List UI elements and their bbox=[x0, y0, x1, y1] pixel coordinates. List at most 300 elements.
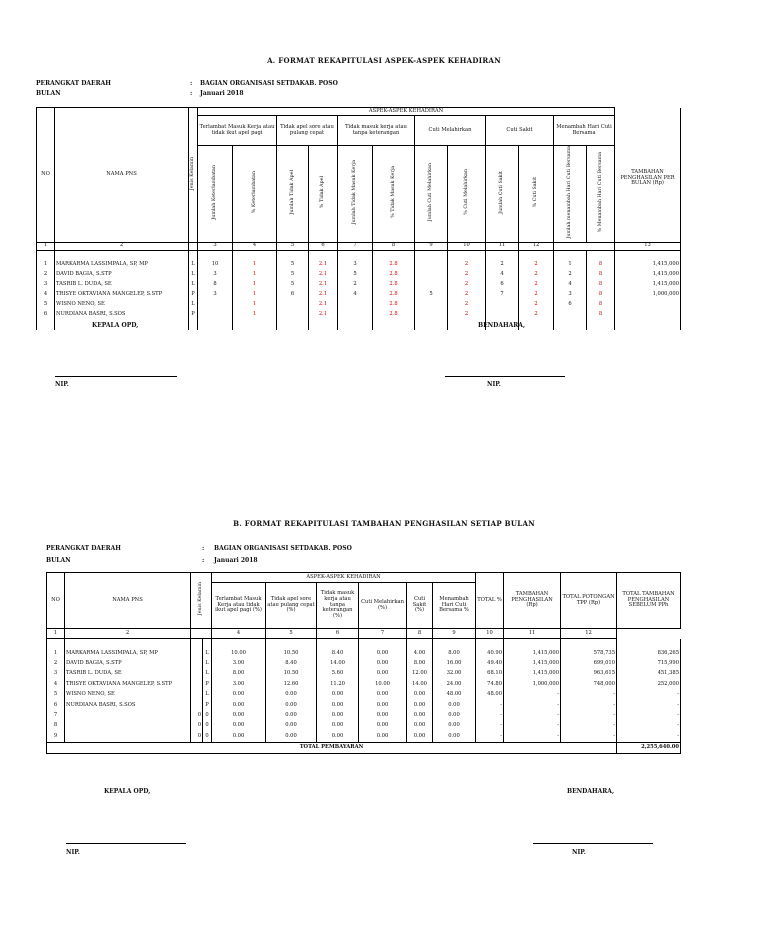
table-cell bbox=[191, 649, 203, 659]
b-col-number: 7 bbox=[359, 629, 407, 639]
table-cell: 9 bbox=[47, 732, 65, 742]
a-col-number: 10 bbox=[448, 242, 486, 250]
table-cell: 32.00 bbox=[433, 669, 476, 679]
spacer-cell bbox=[203, 639, 212, 649]
a-perangkat-value: BAGIAN ORGANISASI SETDAKAB. POSO bbox=[200, 80, 338, 87]
spacer-cell bbox=[47, 639, 65, 649]
a-kepala-opd: KEPALA OPD, bbox=[92, 322, 139, 329]
table-cell: 1 bbox=[233, 300, 277, 310]
b-header-nama: NAMA PNS bbox=[65, 573, 191, 629]
table-cell: 8.00 bbox=[212, 669, 266, 679]
spacer-cell bbox=[359, 639, 407, 649]
a-header-aspek: ASPEK-ASPEK KEHADIRAN bbox=[198, 108, 615, 116]
table-cell bbox=[277, 300, 309, 310]
a-col-number: 4 bbox=[233, 242, 277, 250]
spacer-cell bbox=[37, 320, 55, 330]
a-sub-7-text: Jumlah Cuti Melahirkan bbox=[428, 163, 434, 222]
a-col-number bbox=[554, 242, 615, 250]
table-cell: 4 bbox=[486, 270, 519, 280]
table-cell: L bbox=[189, 270, 198, 280]
table-cell: 2 bbox=[448, 280, 486, 290]
a-sub-3 bbox=[277, 146, 309, 243]
b-header-aspek: ASPEK-ASPEK KEHADIRAN bbox=[212, 573, 476, 583]
a-header-cuti-melahirkan: Cuti Melahirkan bbox=[415, 116, 486, 146]
a-col-number: 12 bbox=[519, 242, 554, 250]
spacer-cell bbox=[198, 320, 233, 330]
table-cell: 6 bbox=[486, 280, 519, 290]
table-cell: 0.00 bbox=[433, 700, 476, 710]
table-cell: 1,000,000 bbox=[615, 290, 681, 300]
spacer-cell bbox=[338, 250, 373, 260]
table-cell: 2 bbox=[519, 270, 554, 280]
b-col-number: 8 bbox=[407, 629, 433, 639]
table-cell: 8.00 bbox=[407, 659, 433, 669]
table-cell: 68.10 bbox=[476, 669, 504, 679]
table-cell: 1 bbox=[47, 649, 65, 659]
table-cell: 5 bbox=[47, 690, 65, 700]
a-number-row bbox=[37, 242, 681, 250]
spacer-cell bbox=[212, 639, 266, 649]
table-cell: L bbox=[189, 280, 198, 290]
b-header-c6: Menambah Hari Cuti Bersama % bbox=[433, 583, 476, 629]
table-cell: 1,415,000 bbox=[504, 669, 561, 679]
spacer-cell bbox=[415, 320, 448, 330]
a-header-no: NO bbox=[37, 108, 55, 243]
table-cell: 16.00 bbox=[433, 659, 476, 669]
table-cell: 5 bbox=[277, 280, 309, 290]
table-cell: 14.00 bbox=[317, 659, 359, 669]
table-cell: - bbox=[476, 721, 504, 731]
b-col-number: 12 bbox=[561, 629, 617, 639]
table-cell: 8 bbox=[587, 290, 615, 300]
a-sub-12 bbox=[587, 146, 615, 243]
a-col-number: 7 bbox=[338, 242, 373, 250]
b-nip-right: NIP. bbox=[572, 849, 586, 856]
table-cell: 2.8 bbox=[373, 310, 415, 320]
table-cell: 2 bbox=[37, 270, 55, 280]
a-sub-6-text: % Tidak Masuk Kerja bbox=[390, 166, 396, 219]
table-cell bbox=[615, 300, 681, 310]
table-cell: 3.00 bbox=[212, 659, 266, 669]
table-cell: 1,415,000 bbox=[504, 659, 561, 669]
table-cell: 3 bbox=[37, 280, 55, 290]
b-col-number: 6 bbox=[317, 629, 359, 639]
table-cell: 2.8 bbox=[373, 290, 415, 300]
b-col-number: 9 bbox=[433, 629, 476, 639]
table-cell: 451,385 bbox=[617, 669, 681, 679]
a-colon-2: : bbox=[190, 90, 193, 97]
a-col-number: 3 bbox=[198, 242, 233, 250]
table-cell: - bbox=[617, 732, 681, 742]
table-cell: 4 bbox=[338, 290, 373, 300]
a-nip-right: NIP. bbox=[487, 381, 501, 388]
table-cell: 1 bbox=[233, 260, 277, 270]
table-cell: 1,415,000 bbox=[504, 649, 561, 659]
table-cell: 2 bbox=[519, 290, 554, 300]
table-cell: 2.8 bbox=[373, 280, 415, 290]
table-cell: 10.00 bbox=[212, 649, 266, 659]
a-col-number: 1 bbox=[37, 242, 55, 250]
table-cell: 1,415,000 bbox=[615, 280, 681, 290]
spacer-cell bbox=[189, 320, 198, 330]
table-cell bbox=[191, 700, 203, 710]
table-cell: 836,265 bbox=[617, 649, 681, 659]
table-cell: 0 bbox=[203, 721, 212, 731]
table-cell: 2.1 bbox=[309, 270, 338, 280]
a-col-number: 2 bbox=[55, 242, 189, 250]
a-col-number: 8 bbox=[373, 242, 415, 250]
table-cell: 2 bbox=[47, 659, 65, 669]
spacer-cell bbox=[233, 250, 277, 260]
b-nip-left: NIP. bbox=[66, 849, 80, 856]
table-cell: 4 bbox=[37, 290, 55, 300]
table-cell: - bbox=[561, 690, 617, 700]
spacer-cell bbox=[317, 639, 359, 649]
table-cell: 0.00 bbox=[359, 649, 407, 659]
table-cell: 0.00 bbox=[359, 732, 407, 742]
table-cell: 0.00 bbox=[212, 690, 266, 700]
table-cell bbox=[198, 300, 233, 310]
a-body bbox=[37, 260, 681, 320]
table-row bbox=[47, 700, 681, 710]
table-row bbox=[47, 721, 681, 731]
table-cell: 8.40 bbox=[317, 649, 359, 659]
spacer-cell bbox=[554, 320, 587, 330]
spacer-cell bbox=[554, 250, 587, 260]
table-cell: 2 bbox=[448, 290, 486, 300]
b-colon-2: : bbox=[202, 557, 205, 564]
table-cell: P bbox=[189, 310, 198, 320]
spacer-cell bbox=[407, 639, 433, 649]
a-col-number: 9 bbox=[415, 242, 448, 250]
a-col-number bbox=[189, 242, 198, 250]
a-sign-line-left bbox=[55, 376, 177, 377]
a-header-jk-text: Jenis Kelamin bbox=[190, 156, 196, 190]
table-cell: 3.00 bbox=[212, 680, 266, 690]
table-cell: TRISYE OKTAVIANA MANGELEP, S.STP bbox=[65, 680, 191, 690]
table-row bbox=[37, 260, 681, 270]
a-header-apel-sore: Tidak apel sore atau pulang cepat bbox=[277, 116, 338, 146]
table-cell: 6 bbox=[554, 300, 587, 310]
table-row bbox=[47, 669, 681, 679]
spacer-cell bbox=[55, 250, 189, 260]
spacer-cell bbox=[309, 250, 338, 260]
table-cell: 2.8 bbox=[373, 260, 415, 270]
table-cell: 8 bbox=[587, 260, 615, 270]
table-cell: 0.00 bbox=[317, 721, 359, 731]
table-cell: 699,010 bbox=[561, 659, 617, 669]
a-sub-10-text: % Cuti Sakit bbox=[533, 177, 539, 208]
table-cell: 14.00 bbox=[407, 680, 433, 690]
table-row bbox=[47, 711, 681, 721]
a-header-cuti-sakit: Cuti Sakit bbox=[486, 116, 554, 146]
spacer-cell bbox=[309, 320, 338, 330]
table-cell: - bbox=[561, 721, 617, 731]
table-cell: 252,000 bbox=[617, 680, 681, 690]
spacer-cell bbox=[277, 320, 309, 330]
table-cell: 0.00 bbox=[407, 690, 433, 700]
spacer-cell bbox=[189, 250, 198, 260]
table-cell bbox=[338, 300, 373, 310]
a-bulan-label: BULAN bbox=[36, 90, 61, 97]
table-cell: 0.00 bbox=[266, 690, 317, 700]
a-col-number: 6 bbox=[309, 242, 338, 250]
table-cell: L bbox=[203, 669, 212, 679]
spacer-cell bbox=[37, 250, 55, 260]
table-cell: 0.00 bbox=[407, 711, 433, 721]
spacer-cell bbox=[615, 320, 681, 330]
table-cell: 0.00 bbox=[407, 721, 433, 731]
table-cell: 0.00 bbox=[266, 732, 317, 742]
table-cell: DAVID BAGIA, S.STP bbox=[65, 659, 191, 669]
b-bulan-value: Januari 2018 bbox=[214, 557, 258, 564]
table-cell: 6 bbox=[47, 700, 65, 710]
table-cell: 0.00 bbox=[359, 721, 407, 731]
a-sub-2-text: % Keterlambatan bbox=[251, 171, 257, 214]
table-row bbox=[37, 280, 681, 290]
table-cell: 2.1 bbox=[309, 280, 338, 290]
table-cell: 1,415,000 bbox=[615, 260, 681, 270]
table-cell bbox=[415, 260, 448, 270]
b-header-c3: Tidak masuk kerja atau tanpa keterangan (%) bbox=[317, 583, 359, 629]
table-cell: 4 bbox=[47, 680, 65, 690]
a-sub-6 bbox=[373, 146, 415, 243]
a-sub-8-text: % Cuti Melahirkan bbox=[463, 169, 469, 216]
a-perangkat-label: PERANGKAT DAERAH bbox=[36, 80, 111, 87]
section-b-title: B. FORMAT REKAPITULASI TAMBAHAN PENGHASILAN SETIAP BULAN bbox=[233, 519, 535, 528]
table-cell bbox=[615, 310, 681, 320]
table-cell: WISNO NENO, SE bbox=[55, 300, 189, 310]
table-cell: 3 bbox=[198, 290, 233, 300]
table-cell bbox=[65, 711, 191, 721]
table-cell: 8 bbox=[587, 280, 615, 290]
b-perangkat-value: BAGIAN ORGANISASI SETDAKAB. POSO bbox=[214, 545, 352, 552]
b-header-c5: Cuti Sakit (%) bbox=[407, 583, 433, 629]
table-cell: 11.20 bbox=[317, 680, 359, 690]
table-cell: 0 bbox=[191, 711, 203, 721]
table-cell: - bbox=[617, 700, 681, 710]
table-cell: 748,000 bbox=[561, 680, 617, 690]
b-col-number bbox=[191, 629, 212, 639]
table-cell: - bbox=[504, 700, 561, 710]
table-cell: 0.00 bbox=[433, 711, 476, 721]
spacer-cell bbox=[587, 250, 615, 260]
a-header-nama: NAMA PNS bbox=[55, 108, 189, 243]
b-header-tambahan: TAMBAHAN PENGHASILAN (Rp) bbox=[504, 573, 561, 629]
table-cell: 24.00 bbox=[433, 680, 476, 690]
b-sign-line-right bbox=[533, 843, 653, 844]
a-header-jk bbox=[189, 108, 198, 243]
spacer-cell bbox=[504, 639, 561, 649]
table-cell: 2 bbox=[519, 310, 554, 320]
table-cell: 715,990 bbox=[617, 659, 681, 669]
table-cell: 3 bbox=[554, 290, 587, 300]
spacer-cell bbox=[561, 639, 617, 649]
table-cell: P bbox=[189, 290, 198, 300]
a-sub-2 bbox=[233, 146, 277, 243]
spacer-cell bbox=[198, 250, 233, 260]
table-cell: 0.00 bbox=[359, 700, 407, 710]
a-sub-1 bbox=[198, 146, 233, 243]
table-cell: - bbox=[561, 732, 617, 742]
table-cell: P bbox=[203, 700, 212, 710]
a-sub-5-text: Jumlah Tidak Masuk Kerja bbox=[352, 160, 358, 225]
a-col-number: 5 bbox=[277, 242, 309, 250]
table-cell: 2 bbox=[519, 300, 554, 310]
table-cell: 2 bbox=[448, 270, 486, 280]
a-sub-11 bbox=[554, 146, 587, 243]
table-cell: 4.00 bbox=[407, 649, 433, 659]
table-cell: L bbox=[203, 659, 212, 669]
table-cell: 0.00 bbox=[317, 732, 359, 742]
b-header-c1: Terlambat Masuk Kerja atau tidak ikut apel pagi (%) bbox=[212, 583, 266, 629]
table-cell: 3 bbox=[198, 270, 233, 280]
spacer-cell bbox=[486, 250, 519, 260]
table-cell: 0.00 bbox=[266, 711, 317, 721]
table-cell: 2.1 bbox=[309, 300, 338, 310]
spacer-cell bbox=[65, 639, 191, 649]
a-nip-left: NIP. bbox=[55, 381, 69, 388]
b-col-number: 2 bbox=[65, 629, 191, 639]
attendance-table bbox=[36, 107, 681, 330]
a-sub-8 bbox=[448, 146, 486, 243]
table-cell: - bbox=[476, 700, 504, 710]
table-cell: 1,000,000 bbox=[504, 680, 561, 690]
table-cell: 0.00 bbox=[266, 721, 317, 731]
table-cell bbox=[415, 300, 448, 310]
table-row bbox=[47, 732, 681, 742]
table-cell: 5 bbox=[277, 270, 309, 280]
table-cell: L bbox=[203, 690, 212, 700]
table-cell: 10.50 bbox=[266, 649, 317, 659]
a-sub-4-text: % Tidak Apel bbox=[320, 176, 326, 209]
table-cell: 8 bbox=[587, 270, 615, 280]
table-cell: 0.00 bbox=[433, 721, 476, 731]
spacer-cell bbox=[615, 250, 681, 260]
table-cell: - bbox=[476, 711, 504, 721]
table-cell: NURDIANA BASRI, S.SOS bbox=[55, 310, 189, 320]
b-bendahara: BENDAHARA, bbox=[567, 788, 615, 795]
table-cell: - bbox=[561, 700, 617, 710]
table-cell bbox=[415, 310, 448, 320]
table-cell: 6 bbox=[277, 290, 309, 300]
table-cell: 48.00 bbox=[433, 690, 476, 700]
table-cell: 0 bbox=[191, 732, 203, 742]
table-cell: 4 bbox=[554, 280, 587, 290]
table-cell: L bbox=[189, 260, 198, 270]
b-col-number: 1 bbox=[47, 629, 65, 639]
table-cell: MARKARMA LASSIMPALA, SP, MP bbox=[55, 260, 189, 270]
b-total-value: 2,255,640.00 bbox=[617, 742, 681, 753]
table-row bbox=[47, 659, 681, 669]
table-cell: 10.50 bbox=[266, 669, 317, 679]
spacer-cell bbox=[191, 639, 203, 649]
table-cell: 74.80 bbox=[476, 680, 504, 690]
table-cell: 963,615 bbox=[561, 669, 617, 679]
table-cell: 10.00 bbox=[359, 680, 407, 690]
table-cell: 578,735 bbox=[561, 649, 617, 659]
table-cell: 0.00 bbox=[359, 659, 407, 669]
table-cell: 2 bbox=[554, 270, 587, 280]
table-cell bbox=[198, 310, 233, 320]
table-cell: 8 bbox=[587, 300, 615, 310]
a-header-terlambat: Terlambat Masuk Kerja atau tidak ikut apel pagi bbox=[198, 116, 277, 146]
spacer-cell bbox=[277, 250, 309, 260]
a-sub-11-text: Jumlah menambah Hari Cuti Bersama bbox=[567, 146, 573, 239]
table-cell: 5 bbox=[338, 270, 373, 280]
table-cell: 0 bbox=[203, 711, 212, 721]
spacer-cell bbox=[373, 320, 415, 330]
table-cell bbox=[191, 659, 203, 669]
b-colon-1: : bbox=[202, 545, 205, 552]
table-cell: 12.00 bbox=[407, 669, 433, 679]
table-cell: 0.00 bbox=[212, 711, 266, 721]
table-cell: 7 bbox=[486, 290, 519, 300]
spacer-cell bbox=[266, 639, 317, 649]
a-bendahara: BENDAHARA, bbox=[478, 322, 526, 329]
table-row bbox=[37, 270, 681, 280]
table-cell bbox=[277, 310, 309, 320]
table-cell: 2 bbox=[448, 310, 486, 320]
b-col-number: 4 bbox=[212, 629, 266, 639]
b-header-no: NO bbox=[47, 573, 65, 629]
table-cell: 1 bbox=[233, 290, 277, 300]
table-cell: 6 bbox=[37, 310, 55, 320]
b-col-number: 11 bbox=[504, 629, 561, 639]
table-cell: L bbox=[203, 649, 212, 659]
table-cell bbox=[191, 669, 203, 679]
a-col-number: 11 bbox=[486, 242, 519, 250]
table-cell bbox=[554, 310, 587, 320]
table-cell: 40.90 bbox=[476, 649, 504, 659]
table-cell: 5 bbox=[277, 260, 309, 270]
b-number-row bbox=[47, 629, 681, 639]
table-row bbox=[37, 300, 681, 310]
table-cell: 0.00 bbox=[407, 700, 433, 710]
a-header-blank bbox=[615, 108, 681, 116]
table-cell: 5.60 bbox=[317, 669, 359, 679]
table-cell: 0 bbox=[203, 732, 212, 742]
table-cell: 0.00 bbox=[212, 721, 266, 731]
a-header-tambahan: TAMBAHAN PENGHASILAN PER BULAN (Rp) bbox=[615, 116, 681, 243]
table-cell: 5 bbox=[37, 300, 55, 310]
table-cell: 0.00 bbox=[212, 732, 266, 742]
b-header-jk-text: Jenis Kelamin bbox=[198, 582, 204, 616]
table-cell: 8 bbox=[47, 721, 65, 731]
table-cell: DAVID BAGIA, S.STP bbox=[55, 270, 189, 280]
table-row bbox=[47, 680, 681, 690]
table-cell: 0.00 bbox=[212, 700, 266, 710]
table-cell: - bbox=[617, 711, 681, 721]
table-cell: 0.00 bbox=[317, 711, 359, 721]
a-sub-7 bbox=[415, 146, 448, 243]
spacer-cell bbox=[338, 320, 373, 330]
table-row bbox=[47, 649, 681, 659]
table-cell: 49.40 bbox=[476, 659, 504, 669]
table-cell: - bbox=[504, 721, 561, 731]
a-sub-5 bbox=[338, 146, 373, 243]
table-cell: 8 bbox=[587, 310, 615, 320]
b-bulan-label: BULAN bbox=[46, 557, 71, 564]
table-cell: TASRIB L. DUDA, SE bbox=[55, 280, 189, 290]
table-cell: 8.40 bbox=[266, 659, 317, 669]
table-cell: 0.00 bbox=[359, 669, 407, 679]
spacer-cell bbox=[617, 639, 681, 649]
table-cell: WISNO NENO, SE bbox=[65, 690, 191, 700]
table-row bbox=[37, 310, 681, 320]
table-cell: - bbox=[504, 732, 561, 742]
table-cell: - bbox=[617, 690, 681, 700]
